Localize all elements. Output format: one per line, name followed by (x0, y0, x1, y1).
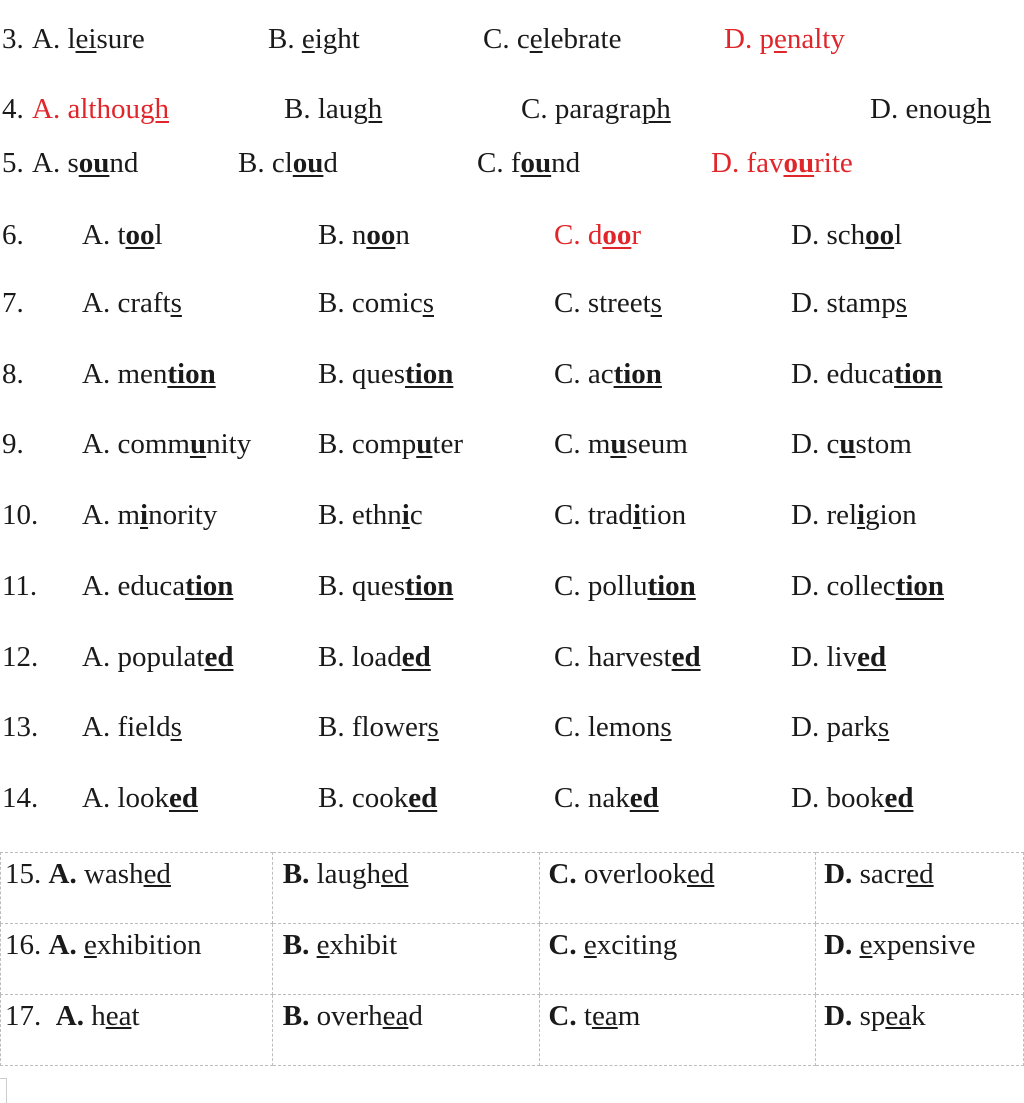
question-number: 14. (2, 782, 39, 814)
option-d-answer: D. penalty (724, 23, 845, 55)
option-d: D. collection (791, 570, 945, 602)
option-letter: A. (55, 1000, 84, 1032)
question-number: 3. (2, 23, 24, 55)
question-number: 13. (2, 711, 39, 743)
option-word: flowers (351, 711, 439, 743)
option-word: parks (826, 711, 890, 743)
option-word: cooked (351, 782, 438, 814)
option-word: found (510, 147, 581, 179)
option-b: B. question (318, 358, 454, 390)
option-word: ethnic (351, 499, 423, 531)
option-word: laughed (316, 858, 409, 890)
option-b: B. eight (268, 23, 360, 55)
option-b: B. laugh (284, 93, 383, 125)
option-word: populated (117, 641, 234, 673)
option-d-answer: D. favourite (711, 147, 853, 179)
option-letter: C. (548, 858, 577, 890)
option-word: question (351, 570, 454, 602)
option-word: exciting (583, 929, 678, 961)
option-word: question (351, 358, 454, 390)
option-letter: A. (48, 858, 77, 890)
table-cell (540, 853, 816, 924)
option-word: stamps (826, 287, 908, 319)
option-word: tool (117, 219, 163, 251)
option-word: leisure (67, 23, 145, 55)
option-d: D. custom (791, 428, 912, 460)
option-d: D. enough (870, 93, 991, 125)
option-d: D. religion (791, 499, 917, 531)
question-table (0, 852, 1024, 1066)
option-c: C. naked (554, 782, 659, 814)
option-b: B. noon (318, 219, 410, 251)
option-b: B. computer (318, 428, 464, 460)
option-word: eight (301, 23, 360, 55)
option-word: overhead (316, 1000, 423, 1032)
option-word: cloud (271, 147, 338, 179)
option-a: A. tool (82, 219, 163, 251)
option-c: C. museum (554, 428, 688, 460)
option-word: booked (826, 782, 914, 814)
option-word: laugh (317, 93, 383, 125)
option-word: collection (826, 570, 945, 602)
option-letter: D. (824, 858, 853, 890)
option-word: enough (905, 93, 991, 125)
option-word: school (826, 219, 903, 251)
question-number: 7. (2, 287, 24, 319)
option-word: computer (351, 428, 464, 460)
option-b: B. loaded (318, 641, 431, 673)
option-word: fields (117, 711, 182, 743)
option-c: C. celebrate (483, 23, 622, 55)
option-word: loaded (351, 641, 431, 673)
option-word: team (583, 1000, 641, 1032)
option-a: A. leisure (32, 23, 145, 55)
option-c-answer: C. door (554, 219, 642, 251)
option-letter: D. (824, 1000, 853, 1032)
option-b: B. ethnic (318, 499, 423, 531)
table-row (1, 924, 1024, 995)
option-a-answer: A. although (32, 93, 169, 125)
question-number: 10. (2, 499, 39, 531)
table-cell (816, 853, 1024, 924)
table-cell (272, 853, 540, 924)
option-b: B. flowers (318, 711, 439, 743)
option-word: comics (351, 287, 434, 319)
option-b: B. comics (318, 287, 434, 319)
option-c: C. action (554, 358, 662, 390)
option-word: celebrate (516, 23, 622, 55)
option-word: harvested (587, 641, 701, 673)
option-word: tradition (587, 499, 687, 531)
option-word: museum (587, 428, 688, 460)
option-a: A. education (82, 570, 234, 602)
question-number: 5. (2, 147, 24, 179)
table-cell (1, 853, 273, 924)
option-b: B. question (318, 570, 454, 602)
option-word: exhibit (316, 929, 398, 961)
option-word: lemons (587, 711, 672, 743)
option-d: D. stamps (791, 287, 908, 319)
option-a: A. crafts (82, 287, 182, 319)
option-word: naked (587, 782, 659, 814)
option-b: B. cooked (318, 782, 438, 814)
option-a: A. populated (82, 641, 234, 673)
option-letter: B. (282, 858, 310, 890)
table-cell (1, 995, 273, 1066)
option-word: crafts (117, 287, 182, 319)
option-a: A. sound (32, 147, 139, 179)
table-row (1, 853, 1024, 924)
option-word: exhibition (83, 929, 202, 961)
option-d: D. education (791, 358, 943, 390)
option-a: A. looked (82, 782, 199, 814)
option-c: C. paragraph (521, 93, 671, 125)
option-word: noon (351, 219, 410, 251)
option-letter: B. (282, 1000, 310, 1032)
table-cell (816, 924, 1024, 995)
option-word: lived (826, 641, 887, 673)
option-word: education (826, 358, 943, 390)
option-word: pollution (587, 570, 696, 602)
option-a: A. fields (82, 711, 182, 743)
option-c: C. harvested (554, 641, 701, 673)
option-word: paragraph (554, 93, 671, 125)
option-word: religion (826, 499, 917, 531)
option-word: minority (117, 499, 218, 531)
option-d: D. lived (791, 641, 887, 673)
option-word: favourite (746, 147, 853, 179)
option-word: sound (67, 147, 139, 179)
option-letter: B. (282, 929, 310, 961)
option-word: overlooked (583, 858, 715, 890)
option-a: A. minority (82, 499, 218, 531)
table-row (1, 995, 1024, 1066)
table-cell (540, 995, 816, 1066)
option-c: C. tradition (554, 499, 687, 531)
question-number: 6. (2, 219, 24, 251)
option-letter: C. (548, 1000, 577, 1032)
option-word: sacred (859, 858, 934, 890)
option-c: C. lemons (554, 711, 672, 743)
option-a: A. community (82, 428, 252, 460)
option-c: C. streets (554, 287, 662, 319)
question-number: 12. (2, 641, 39, 673)
option-word: door (587, 219, 642, 251)
table-cell (816, 995, 1024, 1066)
option-word: penalty (759, 23, 845, 55)
table-cell (272, 995, 540, 1066)
question-number: 16. (5, 929, 42, 961)
table-cell (272, 924, 540, 995)
option-d: D. school (791, 219, 903, 251)
question-number: 4. (2, 93, 24, 125)
option-word: heat (91, 1000, 140, 1032)
option-d: D. booked (791, 782, 914, 814)
option-word: expensive (859, 929, 976, 961)
option-c: C. found (477, 147, 581, 179)
option-word: community (117, 428, 252, 460)
option-word: speak (859, 1000, 926, 1032)
option-word: mention (117, 358, 216, 390)
option-word: looked (117, 782, 199, 814)
question-number: 11. (2, 570, 38, 602)
page-corner-mark (0, 1078, 7, 1103)
option-b: B. cloud (238, 147, 338, 179)
option-word: streets (587, 287, 662, 319)
option-word: although (67, 93, 169, 125)
option-letter: D. (824, 929, 853, 961)
option-word: action (587, 358, 662, 390)
option-d: D. parks (791, 711, 890, 743)
option-a: A. mention (82, 358, 216, 390)
option-letter: C. (548, 929, 577, 961)
question-number: 15. (5, 858, 42, 890)
option-word: education (117, 570, 234, 602)
question-number: 8. (2, 358, 24, 390)
table-cell (540, 924, 816, 995)
option-letter: A. (48, 929, 77, 961)
table-cell (1, 924, 273, 995)
question-number: 17. (5, 1000, 42, 1032)
question-number: 9. (2, 428, 24, 460)
option-c: C. pollution (554, 570, 696, 602)
option-word: custom (826, 428, 912, 460)
option-word: washed (83, 858, 171, 890)
